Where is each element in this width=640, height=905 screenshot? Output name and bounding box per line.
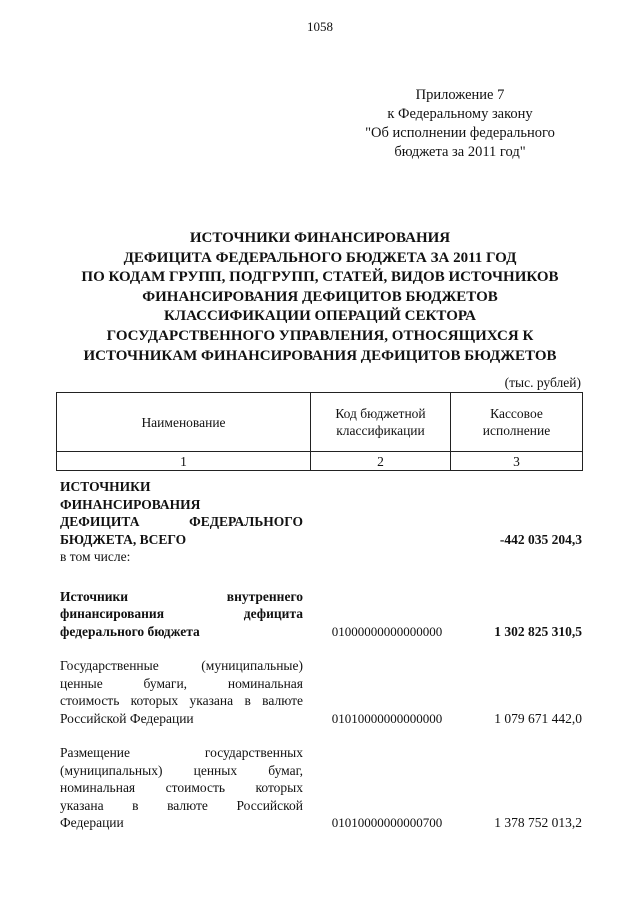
row-value: 1 302 825 310,5	[494, 623, 582, 639]
row-name-line: Государственные (муниципальные)	[60, 658, 303, 673]
title-line: ИСТОЧНИКИ ФИНАНСИРОВАНИЯ	[189, 230, 451, 246]
header-code: Код бюджетной классификации	[311, 393, 451, 452]
row-name	[60, 548, 303, 566]
row-name-line: (муниципальных) ценных бумаг,	[60, 762, 303, 778]
title-line: ИСТОЧНИКАМ ФИНАНСИРОВАНИЯ ДЕФИЦИТОВ БЮДЖЕТОВ	[83, 347, 557, 364]
table-row	[60, 744, 582, 832]
row-name-line: Размещение государственных	[60, 745, 303, 760]
title-line: КЛАССИФИКАЦИИ ОПЕРАЦИЙ СЕКТОРА	[164, 308, 476, 325]
title-line: ФИНАНСИРОВАНИЯ ДЕФИЦИТОВ БЮДЖЕТОВ	[142, 288, 498, 305]
title-line: ДЕФИЦИТА ФЕДЕРАЛЬНОГО БЮДЖЕТА ЗА 2011 ГОД	[123, 249, 517, 266]
row-name	[60, 588, 303, 641]
row-code: 01010000000000000	[331, 710, 443, 726]
row-value: -442 035 204,3	[499, 531, 582, 547]
page-number: 1058	[307, 19, 333, 34]
row-name-line: Источники внутреннего	[60, 588, 303, 604]
row-name-line: ФИНАНСИРОВАНИЯ	[60, 496, 201, 512]
row-name	[60, 657, 303, 727]
table-header	[56, 392, 583, 471]
table-row	[60, 657, 582, 727]
appendix-note	[352, 86, 568, 162]
row-name-line: номинальная стоимость которых	[60, 780, 303, 795]
row-name-line: Федерации	[60, 815, 124, 830]
row-name	[60, 744, 303, 832]
table-body	[60, 478, 582, 832]
row-value: 1 079 671 442,0	[494, 710, 582, 726]
row-name	[60, 478, 303, 548]
header-value: Кассовое исполнение	[451, 393, 583, 452]
appendix-line: бюджета за 2011 год"	[394, 144, 526, 160]
row-name-line: Российской Федерации	[60, 710, 194, 726]
row-value: 1 378 752 013,2	[494, 815, 582, 830]
column-number: 3	[451, 452, 583, 471]
header-name: Наименование	[57, 393, 311, 452]
column-number: 2	[311, 452, 451, 471]
row-name-line: федерального бюджета	[60, 623, 200, 639]
row-name-line: указана в валюте Российской	[60, 797, 303, 813]
row-name-line: БЮДЖЕТА, ВСЕГО	[60, 531, 187, 547]
table-row	[60, 478, 582, 548]
row-name-line: ценные бумаги, номинальная	[60, 675, 303, 691]
row-name-line: финансирования дефицита	[60, 606, 303, 621]
appendix-line: Приложение 7	[415, 87, 505, 103]
row-code: 01000000000000000	[331, 623, 443, 639]
appendix-line: "Об исполнении федерального	[365, 125, 555, 141]
row-name-line: стоимость которых указана в валюте	[60, 693, 303, 708]
row-name-line: ДЕФИЦИТА ФЕДЕРАЛЬНОГО	[60, 514, 303, 529]
title-line: ПО КОДАМ ГРУПП, ПОДГРУПП, СТАТЕЙ, ВИДОВ ИСТОЧНИКОВ	[81, 269, 559, 286]
column-number: 1	[57, 452, 311, 471]
document-title	[40, 229, 600, 366]
row-name-line: в том числе:	[60, 549, 131, 564]
row-code: 01010000000000700	[331, 815, 443, 830]
title-line: ГОСУДАРСТВЕННОГО УПРАВЛЕНИЯ, ОТНОСЯЩИХСЯ К	[106, 327, 534, 344]
appendix-line: к Федеральному закону	[387, 106, 533, 122]
row-name-line: ИСТОЧНИКИ	[60, 479, 151, 494]
table-row	[60, 588, 582, 641]
units-label: (тыс. рублей)	[504, 375, 581, 390]
table-row	[60, 548, 582, 566]
